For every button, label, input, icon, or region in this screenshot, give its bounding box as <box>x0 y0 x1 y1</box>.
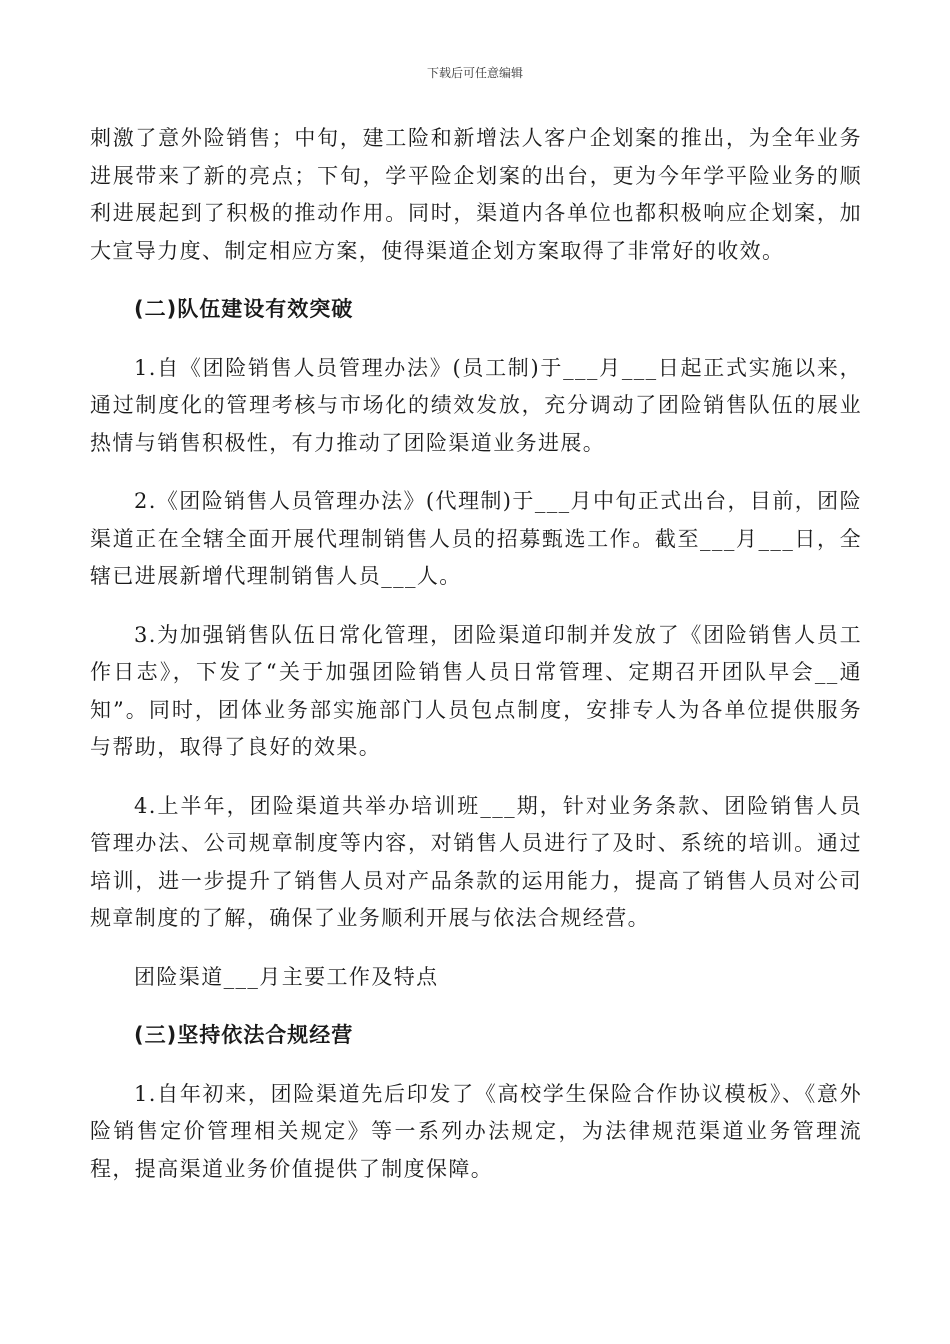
document-body <box>90 120 862 1188</box>
paragraph-subtitle: 团险渠道___月主要工作及特点 <box>134 964 439 989</box>
page-header: 下载后可任意编辑 <box>426 66 523 80</box>
paragraph-item-4: 4.上半年，团险渠道共举办培训班___期，针对业务条款、团险销售人员管理办法、公司规章制度等内容，对销售人员进行了及时、系统的培训。通过培训，进一步提升了销售人员对产品条款的运用能力，提高了销售人员对公司规章制度的了解，确保了业务顺利开展与依法合规经营。 <box>90 793 862 930</box>
paragraph-compliance-item-1: 1.自年初来，团险渠道先后印发了《高校学生保险合作协议模板》、《意外险销售定价管理相关规定》等一系列办法规定，为法律规范渠道业务管理流程，提高渠道业务价值提供了制度保障。 <box>90 1081 862 1181</box>
paragraph-item-3: 3.为加强销售队伍日常化管理，团险渠道印制并发放了《团险销售人员工作日志》，下发了“关于加强团险销售人员日常管理、定期召开团队早会__通知”。同时，团体业务部实施部门人员包点制度，安排专人为各单位提供服务与帮助，取得了良好的效果。 <box>90 622 862 759</box>
section-heading-team-building: (二)队伍建设有效突破 <box>134 297 354 321</box>
paragraph-item-1: 1.自《团险销售人员管理办法》(员工制)于___月___日起正式实施以来，通过制度化的管理考核与市场化的绩效发放，充分调动了团险销售队伍的展业热情与销售积极性，有力推动了团险渠道业务进展。 <box>90 355 862 455</box>
section-heading-compliance: (三)坚持依法合规经营 <box>134 1023 354 1047</box>
paragraph-continued: 刺激了意外险销售；中旬，建工险和新增法人客户企划案的推出，为全年业务进展带来了新的亮点；下旬，学平险企划案的出台，更为今年学平险业务的顺利进展起到了积极的推动作用。同时，渠道内各单位也都积极响应企划案，加大宣导力度、制定相应方案，使得渠道企划方案取得了非常好的收效。 <box>90 126 862 263</box>
paragraph-item-2: 2.《团险销售人员管理办法》(代理制)于___月中旬正式出台，目前，团险渠道正在全辖全面开展代理制销售人员的招募甄选工作。截至___月___日，全辖已进展新增代理制销售人员___人。 <box>90 489 862 588</box>
